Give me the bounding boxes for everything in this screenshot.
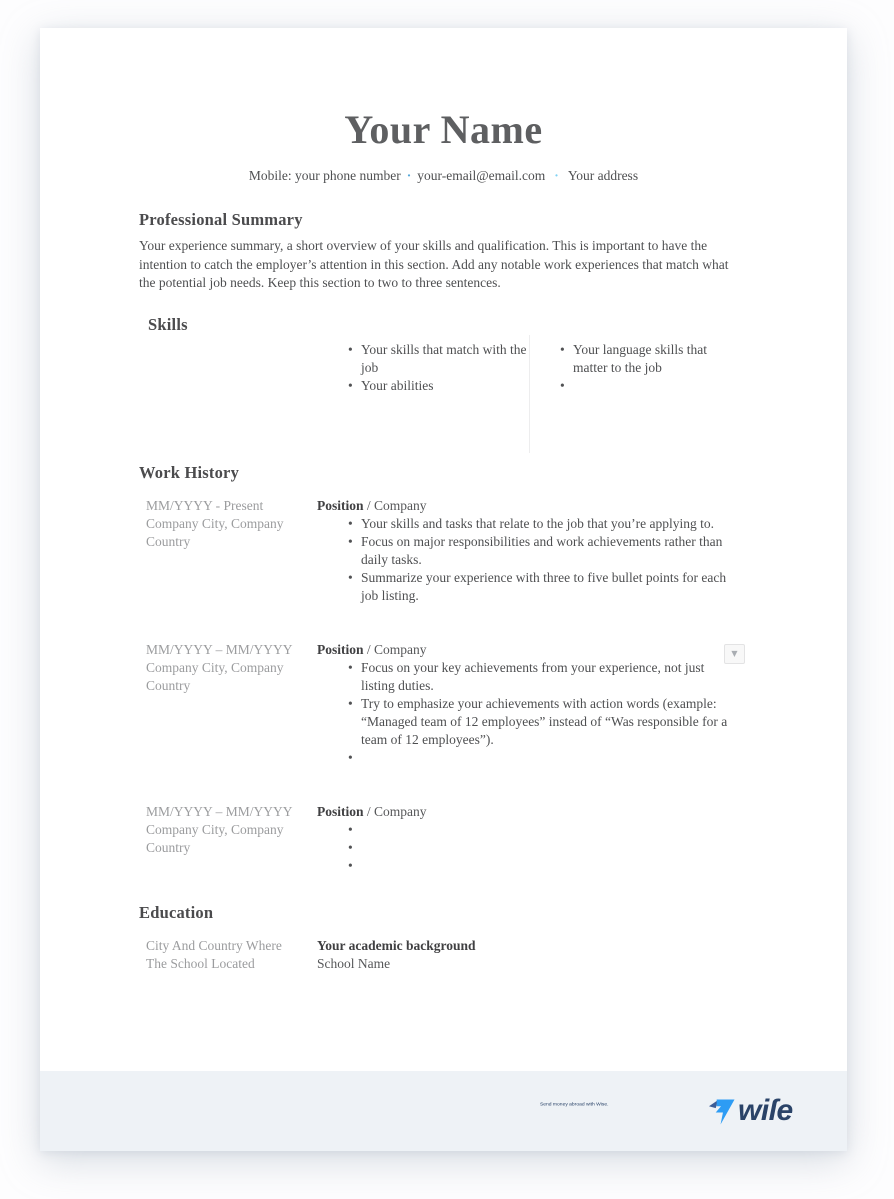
work-entry-location: Company City, Company Country bbox=[146, 659, 284, 693]
skills-column-divider bbox=[529, 335, 530, 453]
work-bullet: • Your skills and tasks that relate to the job that you’re applying to. bbox=[348, 515, 740, 533]
contact-email: your-email@email.com bbox=[417, 168, 546, 183]
education-school: School Name bbox=[317, 955, 391, 971]
contact-mobile: Mobile: your phone number bbox=[248, 168, 401, 183]
position-line bbox=[317, 497, 740, 515]
wise-flag-icon bbox=[708, 1097, 735, 1127]
work-entry-2 bbox=[139, 641, 740, 767]
work-bullet: • Summarize your experience with three to five bullet points for each job listing. bbox=[348, 569, 740, 605]
wise-logo bbox=[708, 1095, 793, 1127]
skill-item: • Your language skills that matter to the job bbox=[560, 341, 740, 377]
section-heading-professional-summary: Professional Summary bbox=[139, 210, 303, 229]
skill-item: • Your abilities bbox=[348, 377, 528, 395]
chevron-down-icon: ▼ bbox=[731, 649, 738, 658]
work-entry-location: Company City, Company Country bbox=[146, 515, 284, 549]
resume-body bbox=[139, 210, 740, 973]
work-entry-dates-location bbox=[139, 803, 304, 875]
skill-item: • Your skills that match with the job bbox=[348, 341, 528, 377]
position-company: / Company bbox=[363, 641, 427, 657]
work-bullet bbox=[348, 821, 740, 839]
resume-name-title: Your Name bbox=[344, 107, 543, 152]
position-line bbox=[317, 803, 740, 821]
position-company: / Company bbox=[363, 803, 427, 819]
work-entry-dates-location bbox=[139, 497, 304, 605]
contact-separator-dot: · bbox=[554, 168, 559, 183]
footer-tagline: Send money abroad with Wise. bbox=[540, 1101, 609, 1107]
contact-line bbox=[40, 168, 847, 184]
work-entry-location: Company City, Company Country bbox=[146, 821, 284, 855]
work-entry-bullets bbox=[317, 821, 740, 875]
education-degree: Your academic background bbox=[317, 937, 476, 953]
section-heading-education: Education bbox=[139, 902, 214, 922]
work-entry-dates-location bbox=[139, 641, 304, 767]
work-entry-bullets bbox=[317, 515, 740, 605]
work-entry-dates: MM/YYYY - Present bbox=[146, 497, 264, 513]
section-heading-skills: Skills bbox=[148, 314, 188, 334]
position-company: / Company bbox=[363, 497, 427, 513]
skills-list-right bbox=[560, 341, 740, 401]
resume-template-card bbox=[40, 28, 847, 1151]
wise-wordmark: wiſe bbox=[738, 1094, 793, 1127]
work-entry-1 bbox=[139, 497, 740, 605]
work-entry-3 bbox=[139, 803, 740, 875]
skills-list-left bbox=[348, 341, 528, 401]
work-bullet bbox=[348, 839, 740, 857]
work-entry-bullets bbox=[317, 659, 740, 767]
position-title: Position bbox=[317, 803, 364, 819]
contact-separator-dot: · bbox=[406, 168, 412, 183]
footer-band bbox=[40, 1071, 847, 1151]
work-entry-dates: MM/YYYY – MM/YYYY bbox=[146, 641, 293, 657]
work-entry-details bbox=[317, 803, 740, 875]
section-heading-work-history: Work History bbox=[139, 462, 240, 482]
work-bullet: • Focus on your key achievements from your experience, not just listing duties. bbox=[348, 659, 740, 695]
work-bullet bbox=[348, 749, 740, 767]
work-entry-details bbox=[317, 641, 740, 767]
contact-address: Your address bbox=[567, 168, 639, 183]
work-bullet: • Try to emphasize your achievements with action words (example: “Managed team of 12 employees” instead of “Was responsible for a team of 12 employees”). bbox=[348, 695, 740, 749]
education-location: City And Country Where The School Located bbox=[146, 937, 282, 971]
professional-summary-text: Your experience summary, a short overview of your skills and qualification. This is important to have the intention to catch the employer’s attention in this section. Add any notable work experiences that match what the potential job needs. Keep this section to two to three sentences. bbox=[139, 238, 729, 290]
entry-dropdown-button[interactable] bbox=[724, 644, 745, 664]
work-entry-dates: MM/YYYY – MM/YYYY bbox=[146, 803, 293, 819]
position-title: Position bbox=[317, 641, 364, 657]
work-entry-details bbox=[317, 497, 740, 605]
work-bullet: • Focus on major responsibilities and work achievements rather than daily tasks. bbox=[348, 533, 740, 569]
resume-page bbox=[40, 28, 847, 1071]
position-title: Position bbox=[317, 497, 364, 513]
skills-columns bbox=[139, 341, 740, 401]
work-bullet bbox=[348, 857, 740, 875]
education-entry bbox=[139, 937, 740, 973]
skill-item bbox=[560, 377, 740, 395]
position-line bbox=[317, 641, 740, 659]
education-details bbox=[317, 937, 740, 973]
